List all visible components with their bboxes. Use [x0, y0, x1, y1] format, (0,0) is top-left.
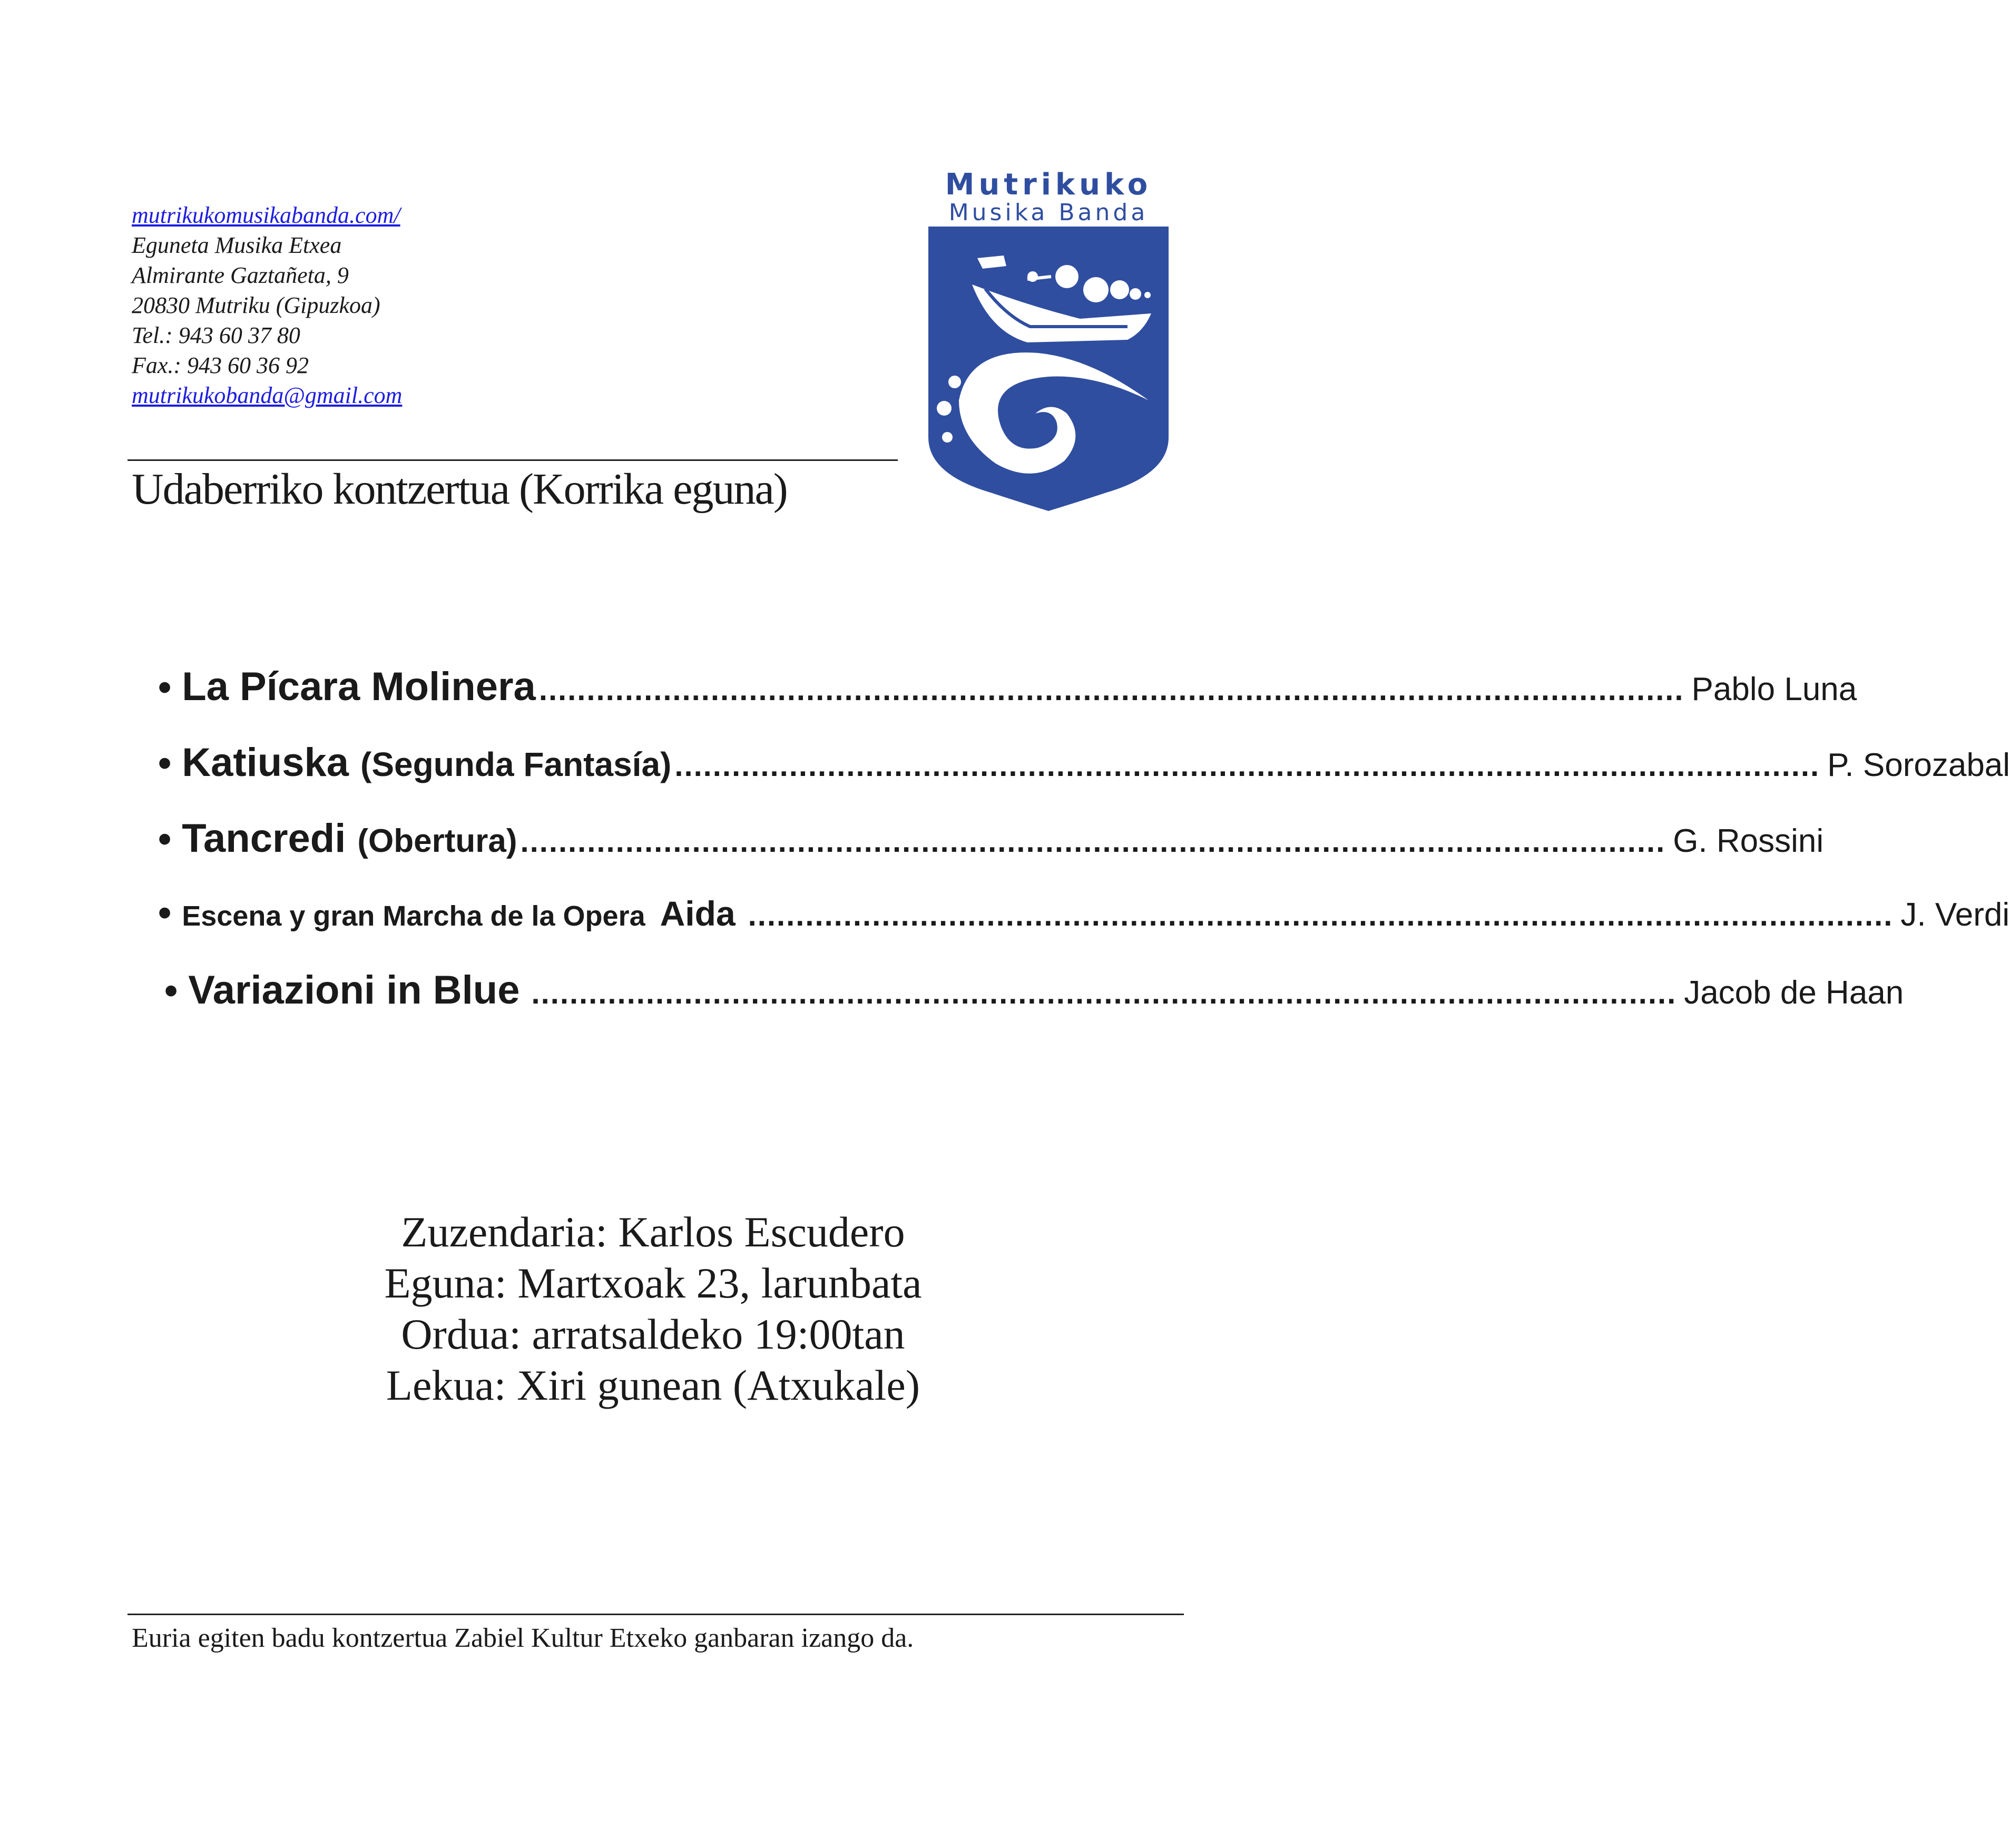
contact-block [132, 200, 402, 410]
piece-title: Katiuska [182, 740, 349, 785]
piece-subtitle: (Obertura) [357, 823, 517, 859]
program-item [158, 891, 2010, 935]
city-address: 20830 Mutriku (Gipuzkoa) [132, 292, 380, 318]
piece-subtitle: (Segunda Fantasía) [360, 745, 672, 783]
dot-leader: ........................................................................................................................ [538, 673, 1684, 707]
website-link[interactable]: mutrikukomusikabanda.com/ [132, 202, 400, 228]
program-item [158, 740, 2010, 785]
program-item [164, 967, 1904, 1013]
fax-number: Fax.: 943 60 36 92 [132, 352, 309, 378]
footer-divider [128, 1614, 1184, 1615]
piece-title: Variazioni in Blue [188, 968, 520, 1013]
street-address: Almirante Gaztañeta, 9 [132, 262, 349, 288]
bullet-icon: • [164, 970, 178, 1012]
date-line: Eguna: Martxoak 23, larunbata [384, 1259, 922, 1307]
rain-notice: Euria egiten badu kontzertua Zabiel Kultur Etxeko ganbaran izango da. [132, 1623, 914, 1653]
phone-number: Tel.: 943 60 37 80 [132, 322, 300, 348]
piece-title: Escena y gran Marcha de la Opera [182, 900, 645, 932]
dot-leader: ........................................................................................................................ [520, 824, 1666, 859]
program-item [158, 664, 1857, 710]
dot-leader: ........................................................................................................................ [674, 749, 1820, 783]
time-line: Ordua: arratsaldeko 19:00tan [401, 1310, 905, 1358]
venue-name: Eguneta Musika Etxea [132, 232, 342, 258]
place-line: Lekua: Xiri gunean (Atxukale) [386, 1361, 920, 1409]
logo-subtitle: Musika Banda [948, 199, 1149, 226]
composer-name: J. Verdi [1900, 897, 2010, 933]
logo-title: Mutrikuko [945, 168, 1152, 202]
conductor-line: Zuzendaria: Karlos Escudero [401, 1208, 905, 1256]
email-link[interactable]: mutrikukobanda@gmail.com [132, 382, 403, 408]
piece-title: Tancredi [182, 816, 346, 861]
composer-name: Jacob de Haan [1684, 975, 1904, 1011]
composer-name: Pablo Luna [1691, 671, 1857, 707]
bullet-icon: • [158, 892, 172, 934]
concert-title: Udaberriko kontzertua (Korrika eguna) [132, 465, 787, 514]
bullet-icon: • [158, 818, 172, 860]
program-item [158, 815, 1824, 861]
bullet-icon: • [158, 666, 172, 709]
composer-name: G. Rossini [1673, 823, 1824, 859]
piece-subtitle: Aida [660, 894, 736, 933]
composer-name: P. Sorozabal [1827, 747, 2010, 783]
logo-shield-icon [922, 227, 1175, 511]
dot-leader: ........................................................................................................................ [748, 898, 1894, 932]
header-divider [128, 459, 898, 461]
dot-leader: ........................................................................................................................ [531, 976, 1677, 1010]
bullet-icon: • [158, 742, 172, 784]
concert-info [0, 1206, 1306, 1411]
band-logo [922, 158, 1175, 511]
piece-title: La Pícara Molinera [182, 664, 536, 709]
